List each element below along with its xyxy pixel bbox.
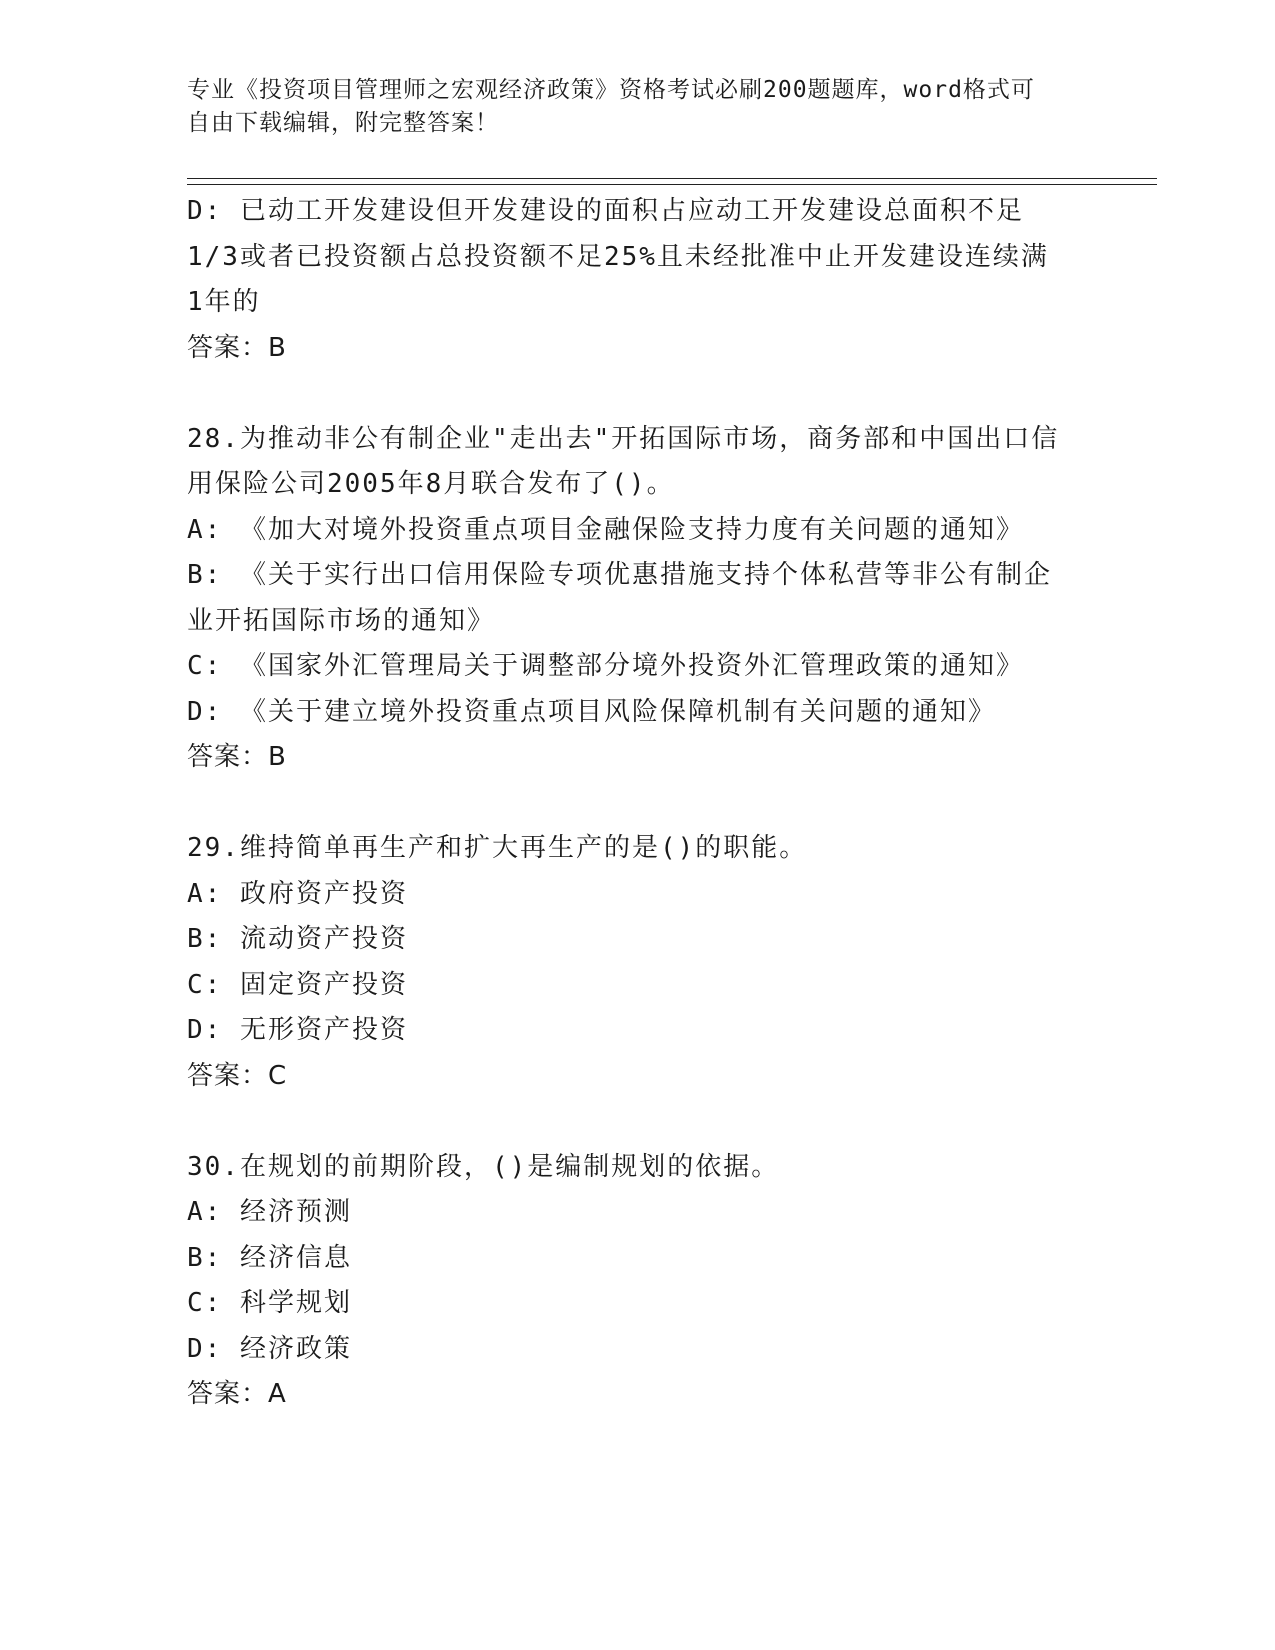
- header-title-line-1: 专业《投资项目管理师之宏观经济政策》资格考试必刷200题题库，word格式可: [187, 77, 1035, 103]
- answer: 答案：B: [187, 332, 287, 363]
- question-27-tail: [187, 189, 1087, 371]
- answer: 答案：A: [187, 1379, 287, 1409]
- option-d: D: 无形资产投资: [187, 1015, 408, 1045]
- option-d-continued: 1年的: [187, 287, 261, 317]
- option-d-continued: 1/3或者已投资额占总投资额不足25%且未经批准中止开发建设连续满: [187, 241, 1049, 272]
- option-a: A: 政府资产投资: [187, 878, 408, 909]
- option-d: D: 《关于建立境外投资重点项目风险保障机制有关问题的通知》: [187, 696, 996, 727]
- option-b: B: 经济信息: [187, 1242, 352, 1273]
- question-stem: 29.维持简单再生产和扩大再生产的是()的职能。: [187, 833, 808, 863]
- option-c: C: 固定资产投资: [187, 969, 408, 1000]
- option-a: A: 经济预测: [187, 1197, 352, 1227]
- option-b-continued: 业开拓国际市场的通知》: [187, 605, 496, 636]
- header-title-line-2: 自由下载编辑，附完整答案！: [187, 110, 499, 136]
- document-body: [187, 189, 1087, 1418]
- option-b: B: 《关于实行出口信用保险专项优惠措施支持个体私营等非公有制企: [187, 560, 1052, 590]
- question-stem: 30.在规划的前期阶段，()是编制规划的依据。: [187, 1151, 780, 1182]
- header-divider: [187, 178, 1157, 185]
- spacer: [187, 1099, 1087, 1145]
- spacer: [187, 781, 1087, 827]
- question-stem-continued: 用保险公司2005年8月联合发布了()。: [187, 469, 675, 499]
- option-d: D: 经济政策: [187, 1333, 352, 1364]
- option-c: C: 《国家外汇管理局关于调整部分境外投资外汇管理政策的通知》: [187, 651, 1024, 681]
- option-b: B: 流动资产投资: [187, 924, 408, 954]
- option-d: D: 已动工开发建设但开发建设的面积占应动工开发建设总面积不足: [187, 196, 1024, 226]
- option-c: C: 科学规划: [187, 1288, 352, 1318]
- question-stem: 28.为推动非公有制企业"走出去"开拓国际市场，商务部和中国出口信: [187, 423, 1060, 454]
- document-header: [187, 74, 1087, 140]
- question-28: [187, 417, 1087, 781]
- question-30: [187, 1145, 1087, 1418]
- question-29: [187, 826, 1087, 1099]
- option-a: A: 《加大对境外投资重点项目金融保险支持力度有关问题的通知》: [187, 514, 1024, 545]
- answer: 答案：B: [187, 742, 287, 772]
- answer: 答案：C: [187, 1060, 288, 1091]
- spacer: [187, 371, 1087, 417]
